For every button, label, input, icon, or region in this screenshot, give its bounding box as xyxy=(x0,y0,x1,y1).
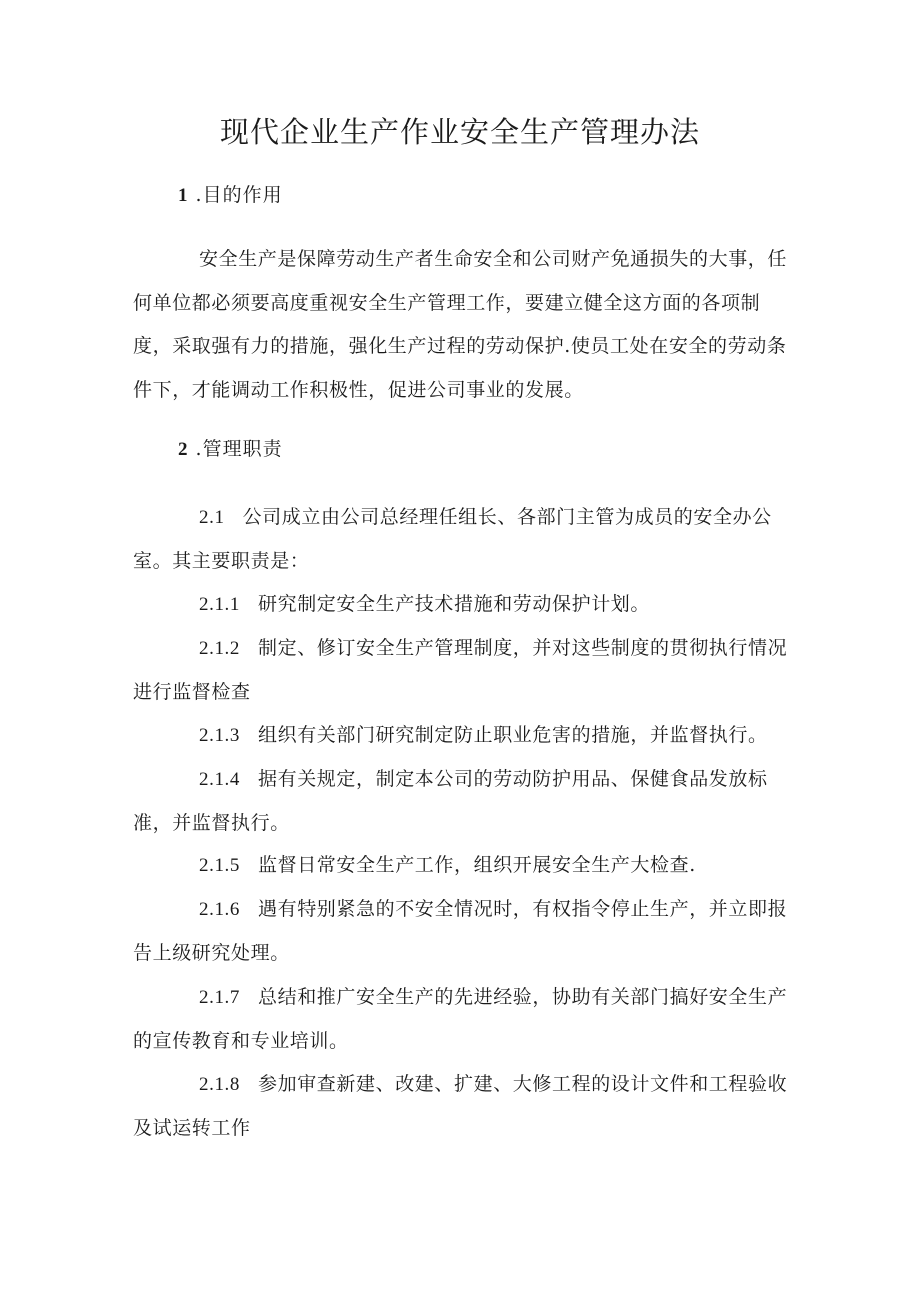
clause-2-1-6 xyxy=(133,888,788,975)
clause-number: 2.1.5 xyxy=(199,855,240,876)
section-number: 1 xyxy=(178,185,189,206)
clause-text: 制定、修订安全生产管理制度，并对这些制度的贯彻执行情况进行监督检查 xyxy=(133,637,788,703)
clause-text: 参加审查新建、改建、扩建、大修工程的设计文件和工程验收及试运转工作 xyxy=(133,1073,788,1139)
clause-2-1-2 xyxy=(133,627,788,714)
clause-number: 2.1.3 xyxy=(199,725,240,746)
clause-2-1-3 xyxy=(133,714,788,758)
purpose-paragraph: 安全生产是保障劳动生产者生命安全和公司财产免通损失的大事，任何单位都必须要高度重视安全生产管理工作，要建立健全这方面的各项制度，采取强有力的措施，强化生产过程的劳动保护.使员工处在安全的劳动条件下，才能调动工作积极性，促进公司事业的发展。 xyxy=(133,248,788,401)
section-heading-1 xyxy=(178,180,283,211)
clause-2-1-1 xyxy=(133,583,788,627)
clause-number: 2.1.1 xyxy=(199,594,240,615)
clause-number: 2.1.8 xyxy=(199,1074,240,1095)
clause-text: 据有关规定，制定本公司的劳动防护用品、保健食品发放标准，并监督执行。 xyxy=(133,768,768,834)
clause-text: 公司成立由公司总经理任组长、各部门主管为成员的安全办公室。其主要职责是： xyxy=(133,506,772,572)
clause-2-1-7 xyxy=(133,976,788,1063)
clause-number: 2.1.7 xyxy=(199,987,240,1008)
clause-2-1-8 xyxy=(133,1063,788,1150)
clause-2-1-5 xyxy=(133,844,788,888)
clause-number: 2.1.4 xyxy=(199,769,240,790)
clause-text: 总结和推广安全生产的先进经验，协助有关部门搞好安全生产的宣传教育和专业培训。 xyxy=(133,986,788,1052)
clause-number: 2.1 xyxy=(199,507,225,528)
clause-text: 研究制定安全生产技术措施和劳动保护计划。 xyxy=(258,593,651,615)
clause-2-1-4 xyxy=(133,758,788,845)
section-title: .管理职责 xyxy=(195,438,283,460)
clause-text: 遇有特别紧急的不安全情况时，有权指令停止生产，并立即报告上级研究处理。 xyxy=(133,898,788,964)
clause-text: 组织有关部门研究制定防止职业危害的措施，并监督执行。 xyxy=(258,724,768,746)
document-title: 现代企业生产作业安全生产管理办法 xyxy=(219,115,700,149)
clause-2-1 xyxy=(133,496,788,583)
section-heading-2 xyxy=(178,434,283,465)
clause-text: 监督日常安全生产工作，组织开展安全生产大检查. xyxy=(258,854,696,876)
clause-number: 2.1.2 xyxy=(199,638,240,659)
clause-number: 2.1.6 xyxy=(199,899,240,920)
section-number: 2 xyxy=(178,439,189,460)
section-title: .目的作用 xyxy=(195,184,283,206)
